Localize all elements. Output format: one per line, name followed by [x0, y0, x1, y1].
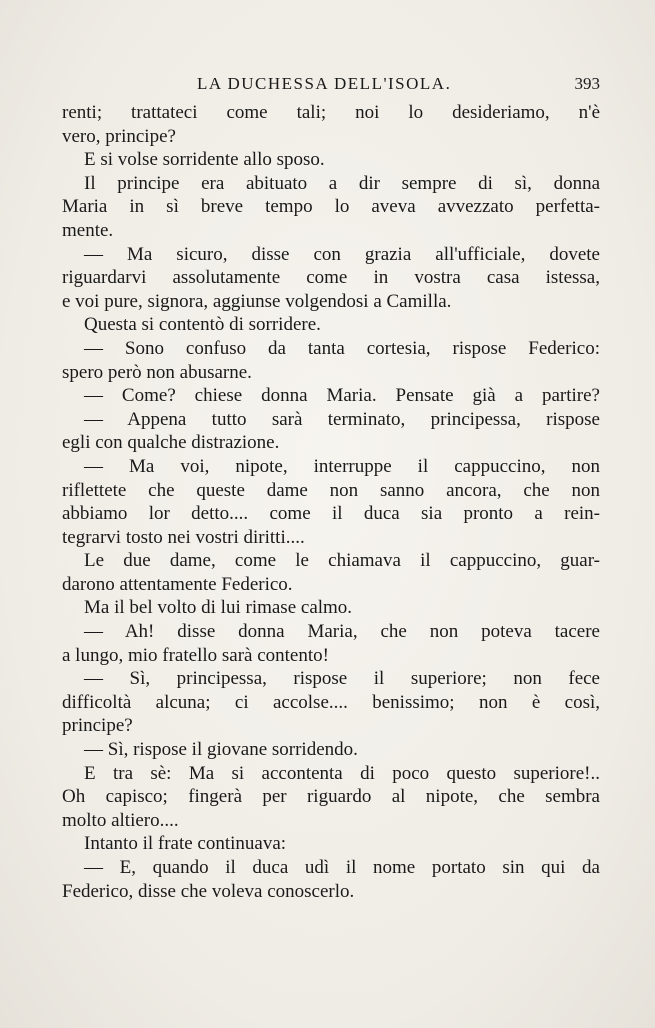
- text-line: Questa si contentò di sorridere.: [84, 314, 321, 336]
- text-line: E tra sè: Ma si accontenta di poco questo superiore!..: [84, 762, 600, 784]
- text-line: mente.: [62, 219, 114, 241]
- page-header: [62, 74, 600, 98]
- text-line: principe?: [62, 715, 133, 737]
- text-line: Ma il bel volto di lui rimase calmo.: [84, 597, 353, 619]
- text-line: — Come? chiese donna Maria. Pensate già a partire?: [84, 385, 600, 407]
- text-line: Le due dame, come le chiamava il cappuccino, guar-: [84, 550, 600, 572]
- text-line: spero però non abusarne.: [62, 361, 252, 383]
- text-line: difficoltà alcuna; ci accolse.... benissimo; non è così,: [62, 691, 600, 713]
- text-line: E si volse sorridente allo sposo.: [84, 149, 325, 171]
- text-line: darono attentamente Federico.: [62, 573, 293, 595]
- text-line: riguardarvi assolutamente come in vostra casa istessa,: [62, 267, 600, 289]
- text-line: — Sì, rispose il giovane sorridendo.: [84, 739, 358, 761]
- text-line: a lungo, mio fratello sarà contento!: [62, 644, 329, 666]
- text-line: riflettete che queste dame non sanno ancora, che non: [62, 479, 600, 501]
- page-number: 393: [574, 74, 600, 93]
- text-line: Oh capisco; fingerà per riguardo al nipote, che sembra: [62, 786, 600, 808]
- text-line: abbiamo lor detto.... come il duca sia pronto a rein-: [62, 503, 600, 525]
- text-line: — Appena tutto sarà terminato, principessa, rispose: [84, 408, 600, 430]
- text-line: — E, quando il duca udì il nome portato sin qui da: [84, 857, 600, 878]
- text-line: molto altiero....: [62, 809, 179, 831]
- text-line: — Ma sicuro, disse con grazia all'ufficiale, dovete: [84, 243, 600, 265]
- text-line: — Ah! disse donna Maria, che non poteva tacere: [84, 621, 600, 643]
- body-text: [62, 101, 600, 903]
- text-line: renti; trattateci come tali; noi lo desideriamo, n'è: [62, 102, 600, 123]
- text-line: Federico, disse che voleva conoscerlo.: [62, 880, 355, 902]
- text-line: Il principe era abituato a dir sempre di sì, donna: [84, 172, 600, 194]
- text-line: Maria in sì breve tempo lo aveva avvezzato perfetta-: [62, 196, 600, 218]
- text-line: — Sì, principessa, rispose il superiore; non fece: [84, 668, 600, 690]
- text-line: egli con qualche distrazione.: [62, 432, 280, 454]
- text-line: Intanto il frate continuava:: [84, 833, 287, 855]
- running-title: LA DUCHESSA DELL'ISOLA.: [197, 74, 452, 93]
- text-line: e voi pure, signora, aggiunse volgendosi a Camilla.: [62, 290, 452, 312]
- text-line: — Sono confuso da tanta cortesia, rispose Federico:: [84, 337, 600, 359]
- text-line: — Ma voi, nipote, interruppe il cappuccino, non: [84, 455, 600, 477]
- text-line: tegrarvi tosto nei vostri diritti....: [62, 526, 305, 548]
- text-line: vero, principe?: [62, 125, 176, 147]
